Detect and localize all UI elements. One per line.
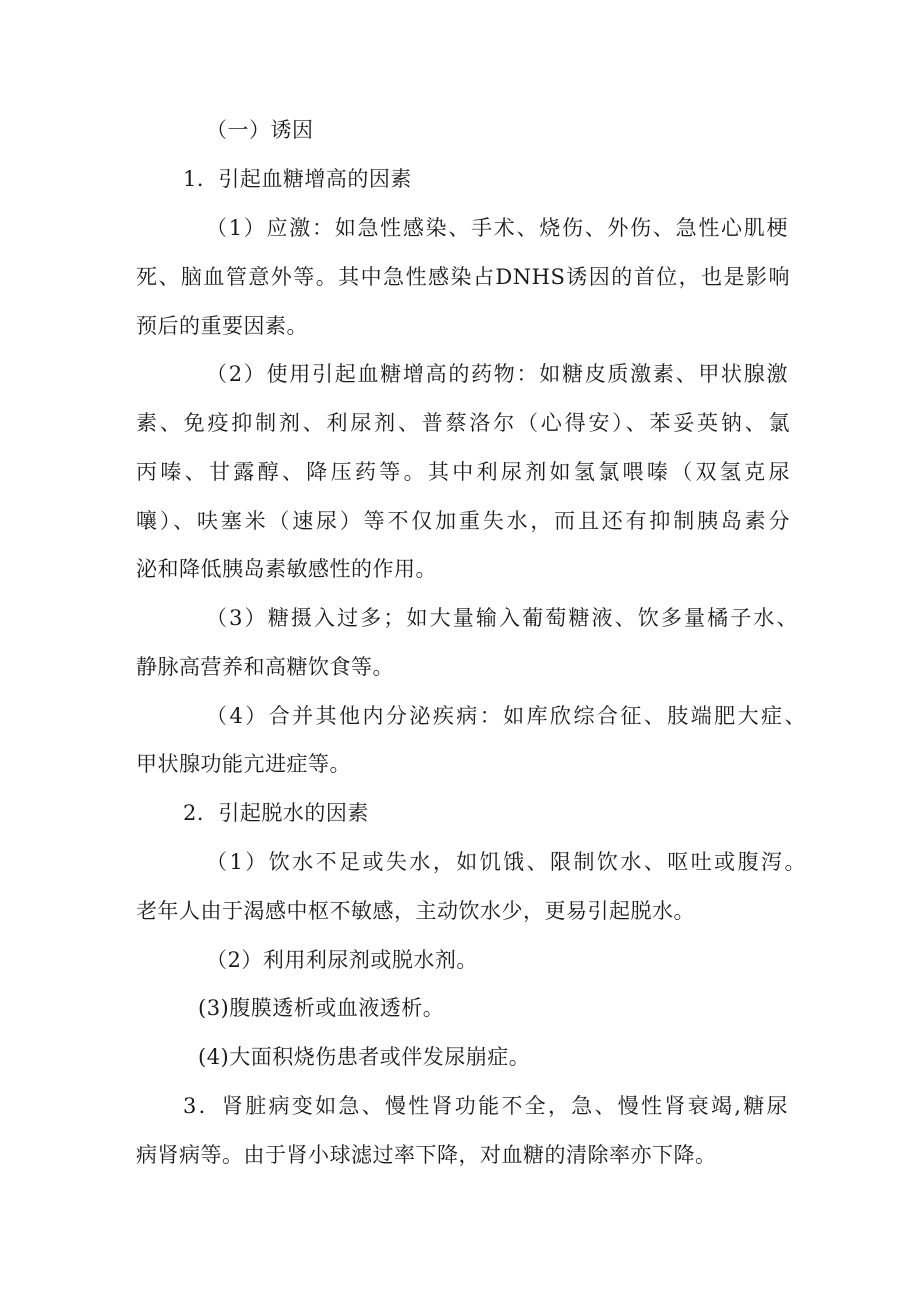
part3-line2: 病肾病等。由于肾小球滤过率下降，对血糖的清除率亦下降。 xyxy=(136,1143,717,1167)
part1-item1-line3: 预后的重要因素。 xyxy=(136,314,308,338)
part1-item2-line1: （2）使用引起血糖增高的药物：如糖皮质激素、甲状腺激 xyxy=(206,362,788,386)
part2-item2: （2）利用利尿剂或脱水剂。 xyxy=(206,948,478,972)
part2-item1-line2: 老年人由于渴感中枢不敏感，主动饮水少，更易引起脱水。 xyxy=(136,899,695,923)
part3-line1: 3．肾脏病变如急、慢性肾功能不全，急、慢性肾衰竭,糖尿 xyxy=(183,1094,788,1118)
part1-item1-line2: 死、脑血管意外等。其中急性感染占DNHS诱因的首位，也是影响 xyxy=(136,265,790,289)
section-heading: （一）诱因 xyxy=(206,118,314,142)
part1-item4-line2: 甲状腺功能亢进症等。 xyxy=(136,752,351,776)
part1-item1-line1: （1）应激：如急性感染、手术、烧伤、外伤、急性心肌梗 xyxy=(206,216,788,240)
part1-item3-line1: （3）糖摄入过多；如大量输入葡萄糖液、饮多量橘子水、 xyxy=(206,606,798,630)
part1-item4-line1: （4）合并其他内分泌疾病：如库欣综合征、肢端肥大症、 xyxy=(206,704,806,728)
part1-item2-line2: 素、免疫抑制剂、利尿剂、普蔡洛尔（心得安）、苯妥英钠、氯 xyxy=(136,411,790,435)
part1-item2-line5: 泌和降低胰岛素敏感性的作用。 xyxy=(136,557,437,581)
part2-item3: (3)腹膜透析或血液透析。 xyxy=(198,996,445,1020)
part2-heading: 2．引起脱水的因素 xyxy=(183,801,369,825)
part1-item2-line4: 嚷）、呋塞米（速尿）等不仅加重失水，而且还有抑制胰岛素分 xyxy=(136,509,790,533)
part1-item3-line2: 静脉高营养和高糖饮食等。 xyxy=(136,655,394,679)
part1-item2-line3: 丙嗪、甘露醇、降压药等。其中利尿剂如氢氯喂嗪（双氢克尿 xyxy=(136,460,790,484)
part1-heading: 1．引起血糖增高的因素 xyxy=(183,167,412,191)
part2-item4: (4)大面积烧伤患者或伴发尿崩症。 xyxy=(198,1045,531,1069)
part2-item1-line1: （1）饮水不足或失水，如饥饿、限制饮水、呕吐或腹泻。 xyxy=(206,850,806,874)
